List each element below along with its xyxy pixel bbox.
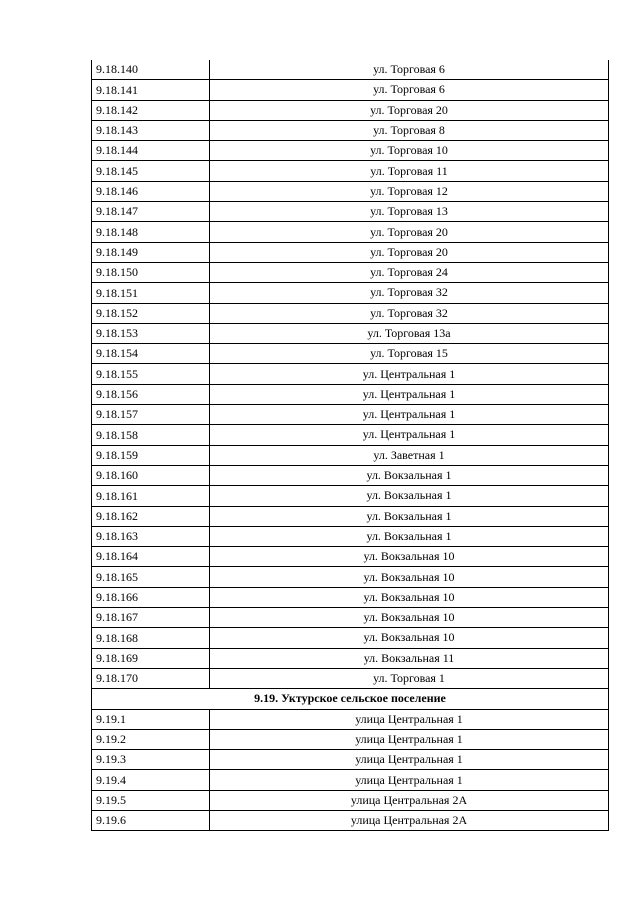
table-row [92, 60, 609, 80]
row-number: 9.19.6 [92, 810, 210, 830]
table-row [92, 364, 609, 384]
table-row [92, 262, 609, 282]
row-address: ул. Торговая 8 [210, 120, 609, 140]
table-row [92, 770, 609, 790]
row-address: ул. Торговая 6 [210, 80, 609, 100]
row-number: 9.19.5 [92, 790, 210, 810]
row-address: ул. Вокзальная 10 [210, 628, 609, 648]
table-row [92, 181, 609, 201]
row-number: 9.19.3 [92, 750, 210, 770]
row-address: ул. Заветная 1 [210, 445, 609, 465]
table-row [92, 141, 609, 161]
row-number: 9.18.143 [92, 120, 210, 140]
row-number: 9.18.156 [92, 384, 210, 404]
table-row [92, 384, 609, 404]
table-row [92, 790, 609, 810]
row-number: 9.18.150 [92, 262, 210, 282]
table-row [92, 344, 609, 364]
row-address: ул. Торговая 32 [210, 303, 609, 323]
address-table [91, 60, 609, 831]
table-row [92, 567, 609, 587]
table-row [92, 405, 609, 425]
section-title: 9.19. Уктурское сельское поселение [92, 689, 609, 709]
row-address: ул. Торговая 12 [210, 181, 609, 201]
row-address: ул. Торговая 1 [210, 668, 609, 688]
row-address: ул. Торговая 13а [210, 323, 609, 343]
table-row [92, 810, 609, 830]
row-number: 9.18.164 [92, 547, 210, 567]
table-row [92, 161, 609, 181]
table-row [92, 486, 609, 506]
row-address: улица Центральная 1 [210, 770, 609, 790]
row-address: ул. Центральная 1 [210, 364, 609, 384]
row-number: 9.18.169 [92, 648, 210, 668]
row-number: 9.18.158 [92, 425, 210, 445]
row-address: ул. Торговая 20 [210, 222, 609, 242]
row-address: ул. Торговая 13 [210, 202, 609, 222]
row-address: ул. Вокзальная 11 [210, 648, 609, 668]
row-number: 9.18.148 [92, 222, 210, 242]
row-number: 9.18.141 [92, 80, 210, 100]
row-address: ул. Вокзальная 1 [210, 506, 609, 526]
row-number: 9.18.166 [92, 587, 210, 607]
row-number: 9.18.155 [92, 364, 210, 384]
table-row [92, 222, 609, 242]
table-row [92, 242, 609, 262]
row-number: 9.18.161 [92, 486, 210, 506]
table-row [92, 303, 609, 323]
row-number: 9.18.153 [92, 323, 210, 343]
row-address: ул. Вокзальная 1 [210, 465, 609, 485]
table-row [92, 445, 609, 465]
row-address: ул. Торговая 24 [210, 262, 609, 282]
row-address: ул. Торговая 20 [210, 100, 609, 120]
row-address: ул. Вокзальная 10 [210, 587, 609, 607]
row-number: 9.18.140 [92, 60, 210, 80]
table-row [92, 506, 609, 526]
row-number: 9.18.160 [92, 465, 210, 485]
row-number: 9.18.145 [92, 161, 210, 181]
address-table-body [92, 60, 609, 831]
row-number: 9.18.154 [92, 344, 210, 364]
row-number: 9.18.165 [92, 567, 210, 587]
row-address: улица Центральная 2А [210, 790, 609, 810]
row-number: 9.18.152 [92, 303, 210, 323]
row-address: ул. Торговая 6 [210, 60, 609, 80]
row-address: ул. Торговая 10 [210, 141, 609, 161]
table-row [92, 283, 609, 303]
row-address: ул. Вокзальная 10 [210, 567, 609, 587]
row-number: 9.18.170 [92, 668, 210, 688]
row-number: 9.19.2 [92, 729, 210, 749]
table-row [92, 648, 609, 668]
row-number: 9.18.162 [92, 506, 210, 526]
table-row [92, 750, 609, 770]
row-number: 9.18.144 [92, 141, 210, 161]
table-row [92, 608, 609, 628]
row-address: ул. Центральная 1 [210, 405, 609, 425]
row-address: ул. Торговая 11 [210, 161, 609, 181]
table-row [92, 425, 609, 445]
row-number: 9.18.147 [92, 202, 210, 222]
row-address: ул. Вокзальная 1 [210, 486, 609, 506]
row-number: 9.18.142 [92, 100, 210, 120]
table-row [92, 202, 609, 222]
row-number: 9.18.168 [92, 628, 210, 648]
table-row [92, 120, 609, 140]
row-address: ул. Центральная 1 [210, 425, 609, 445]
row-number: 9.18.157 [92, 405, 210, 425]
table-row [92, 465, 609, 485]
row-address: улица Центральная 1 [210, 750, 609, 770]
row-number: 9.18.149 [92, 242, 210, 262]
row-address: ул. Центральная 1 [210, 384, 609, 404]
row-address: улица Центральная 1 [210, 709, 609, 729]
row-address: ул. Торговая 32 [210, 283, 609, 303]
row-number: 9.19.4 [92, 770, 210, 790]
table-row [92, 628, 609, 648]
table-row [92, 323, 609, 343]
table-row [92, 587, 609, 607]
row-address: ул. Вокзальная 1 [210, 526, 609, 546]
row-number: 9.18.163 [92, 526, 210, 546]
table-row [92, 80, 609, 100]
row-address: улица Центральная 1 [210, 729, 609, 749]
table-row [92, 526, 609, 546]
table-row [92, 709, 609, 729]
table-row [92, 100, 609, 120]
table-row [92, 668, 609, 688]
row-address: ул. Торговая 20 [210, 242, 609, 262]
row-address: улица Центральная 2А [210, 810, 609, 830]
row-number: 9.18.151 [92, 283, 210, 303]
table-row [92, 729, 609, 749]
row-number: 9.18.146 [92, 181, 210, 201]
row-number: 9.18.167 [92, 608, 210, 628]
row-number: 9.19.1 [92, 709, 210, 729]
row-address: ул. Торговая 15 [210, 344, 609, 364]
table-row [92, 547, 609, 567]
row-address: ул. Вокзальная 10 [210, 608, 609, 628]
section-header-row [92, 689, 609, 709]
row-number: 9.18.159 [92, 445, 210, 465]
row-address: ул. Вокзальная 10 [210, 547, 609, 567]
